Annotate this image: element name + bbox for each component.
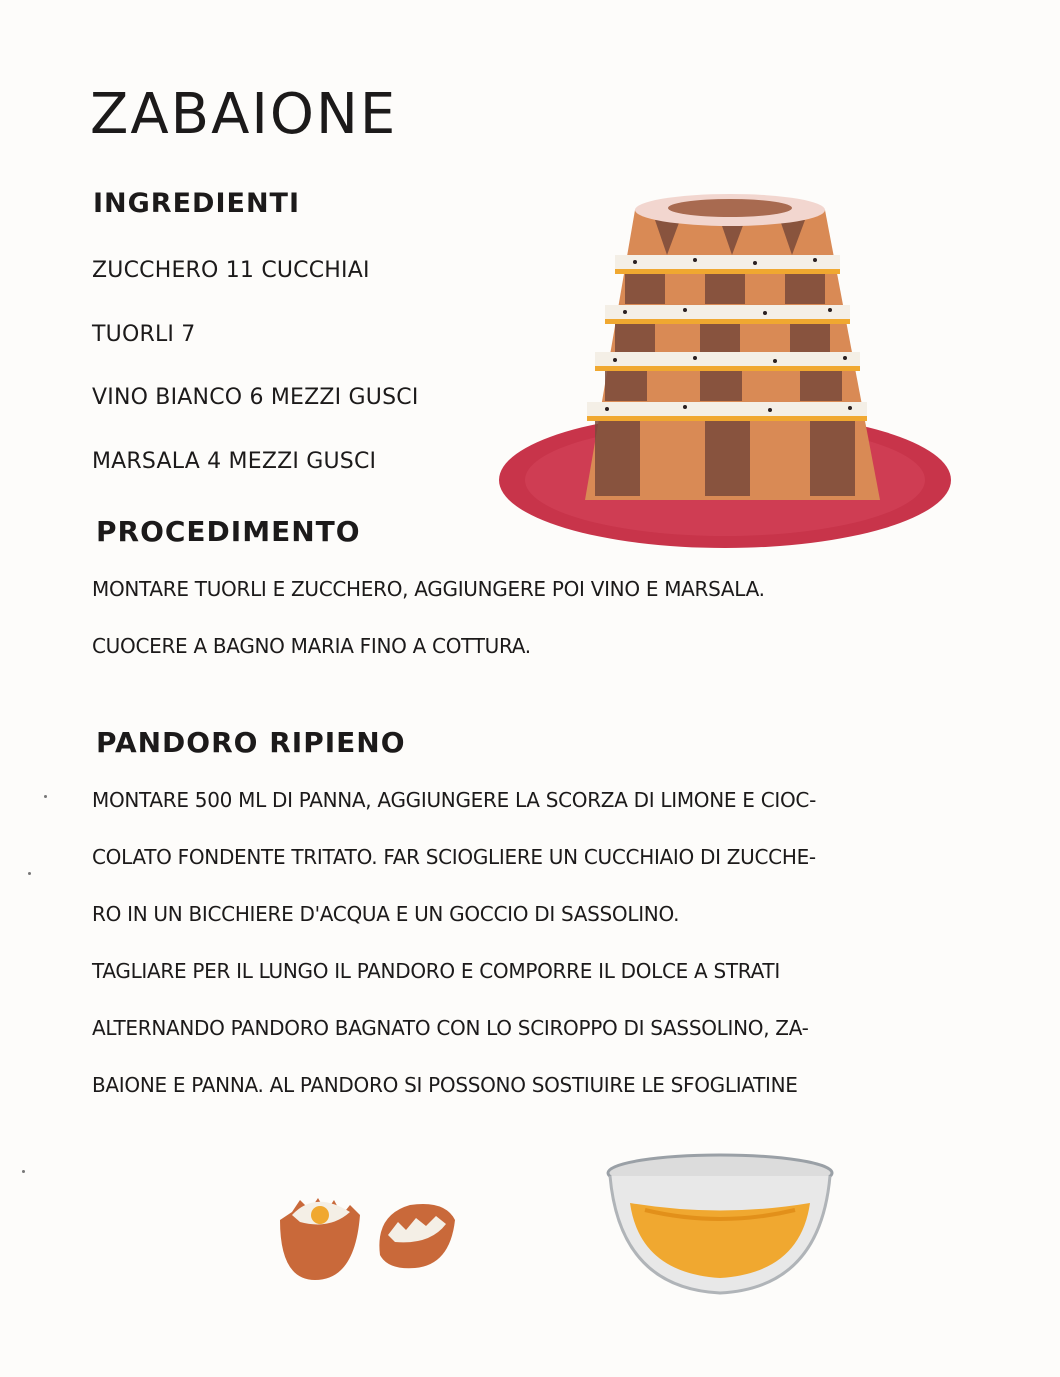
- pandoro-line: MONTARE 500 ML DI PANNA, AGGIUNGERE LA SCORZA DI LIMONE E CIOC-: [92, 788, 816, 812]
- pandoro-line: BAIONE E PANNA. AL PANDORO SI POSSONO SOSTIUIRE LE SFOGLIATINE: [92, 1073, 798, 1097]
- ingredient-item: MARSALA 4 MEZZI GUSCI: [92, 448, 377, 474]
- procedure-line: MONTARE TUORLI E ZUCCHERO, AGGIUNGERE POI VINO E MARSALA.: [92, 577, 765, 601]
- procedure-text: [92, 573, 765, 687]
- ingredient-item: ZUCCHERO 11 CUCCHIAI: [92, 258, 370, 283]
- ingredient-item: VINO BIANCO 6 MEZZI GUSCI: [92, 385, 419, 410]
- pandoro-line: TAGLIARE PER IL LUNGO IL PANDORO E COMPORRE IL DOLCE A STRATI: [92, 959, 780, 983]
- egg-shells-illustration: [270, 1160, 470, 1285]
- procedure-line: CUOCERE A BAGNO MARIA FINO A COTTURA.: [92, 634, 531, 658]
- speck: [44, 795, 47, 798]
- ingredients-heading: INGREDIENTI: [93, 188, 301, 219]
- procedure-heading: PROCEDIMENTO: [96, 515, 361, 548]
- pandoro-line: ALTERNANDO PANDORO BAGNATO CON LO SCIROPPO DI SASSOLINO, ZA-: [92, 1016, 809, 1040]
- recipe-title: ZABAIONE: [90, 82, 398, 147]
- ingredient-item: TUORLI 7: [92, 321, 196, 347]
- speck: [22, 1170, 25, 1173]
- speck: [28, 872, 31, 875]
- zabaione-bowl-illustration: [600, 1148, 840, 1298]
- pandoro-line: COLATO FONDENTE TRITATO. FAR SCIOGLIERE UN CUCCHIAIO DI ZUCCHE-: [92, 845, 816, 869]
- pandoro-line: RO IN UN BICCHIERE D'ACQUA E UN GOCCIO DI SASSOLINO.: [92, 902, 680, 926]
- pandoro-illustration: [495, 180, 955, 555]
- pandoro-heading: PANDORO RIPIENO: [96, 726, 406, 759]
- pandoro-text: [92, 784, 816, 1126]
- ingredients-list: [92, 255, 419, 509]
